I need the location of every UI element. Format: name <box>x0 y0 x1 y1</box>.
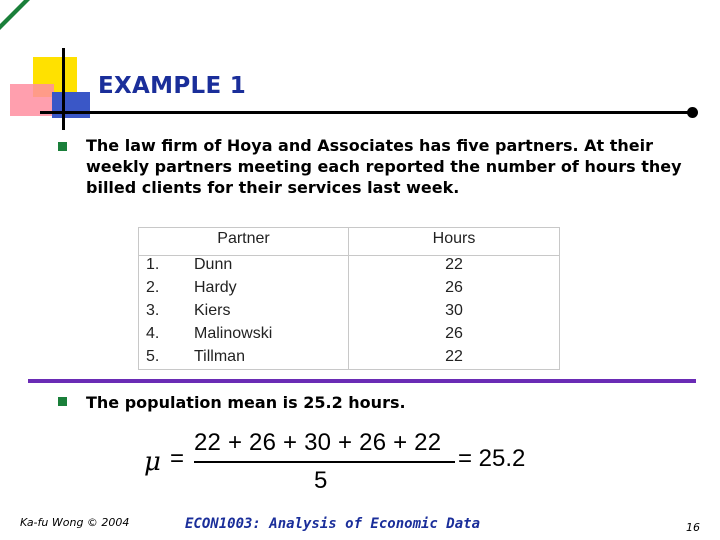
row-number: 5. <box>146 348 160 365</box>
row-hours: 22 <box>445 348 463 365</box>
row-hours: 22 <box>445 256 463 273</box>
table-row <box>139 348 559 371</box>
row-number: 3. <box>146 302 160 319</box>
section-divider <box>28 379 696 383</box>
formula-numerator: 22 + 26 + 30 + 26 + 22 <box>194 429 442 456</box>
formula-denominator: 5 <box>314 467 328 494</box>
row-partner: Hardy <box>194 279 237 296</box>
corner-decoration-inner <box>0 0 24 24</box>
bullet-text-description: The law firm of Hoya and Associates has five partners. At their weekly partners meeting each reported the number of hours they billed clients for their services last week. <box>86 136 682 197</box>
table-row <box>139 325 559 348</box>
table-header-row <box>139 228 559 256</box>
fraction-bar <box>194 461 455 463</box>
footer-author: Ka-fu Wong © 2004 <box>20 516 130 529</box>
table-row <box>139 279 559 302</box>
footer-course: ECON1003: Analysis of Economic Data <box>185 516 481 532</box>
row-number: 4. <box>146 325 160 342</box>
table-row <box>139 302 559 325</box>
title-vertical-rule <box>62 48 65 130</box>
header-hours: Hours <box>432 230 476 247</box>
row-hours: 30 <box>445 302 463 319</box>
page-number: 16 <box>686 521 700 534</box>
bullet-text-mean: The population mean is 25.2 hours. <box>86 393 406 412</box>
formula-result: = 25.2 <box>458 445 526 472</box>
bullet-square-icon <box>58 397 67 406</box>
bullet-square-icon <box>58 142 67 151</box>
header-partner: Partner <box>217 230 270 247</box>
row-number: 2. <box>146 279 160 296</box>
row-partner: Tillman <box>194 348 245 365</box>
title-decoration-blue <box>52 92 90 118</box>
row-partner: Kiers <box>194 302 231 319</box>
slide-title: EXAMPLE 1 <box>98 73 247 99</box>
formula-equals: = <box>170 445 185 472</box>
row-number: 1. <box>146 256 160 273</box>
rule-end-dot <box>687 107 698 118</box>
row-hours: 26 <box>445 325 463 342</box>
partners-table <box>138 227 560 370</box>
row-partner: Dunn <box>194 256 233 273</box>
row-partner: Malinowski <box>194 325 273 342</box>
title-horizontal-rule <box>40 111 690 114</box>
mean-formula <box>140 425 560 495</box>
mu-symbol: μ <box>144 447 161 477</box>
row-hours: 26 <box>445 279 463 296</box>
table-row <box>139 256 559 279</box>
